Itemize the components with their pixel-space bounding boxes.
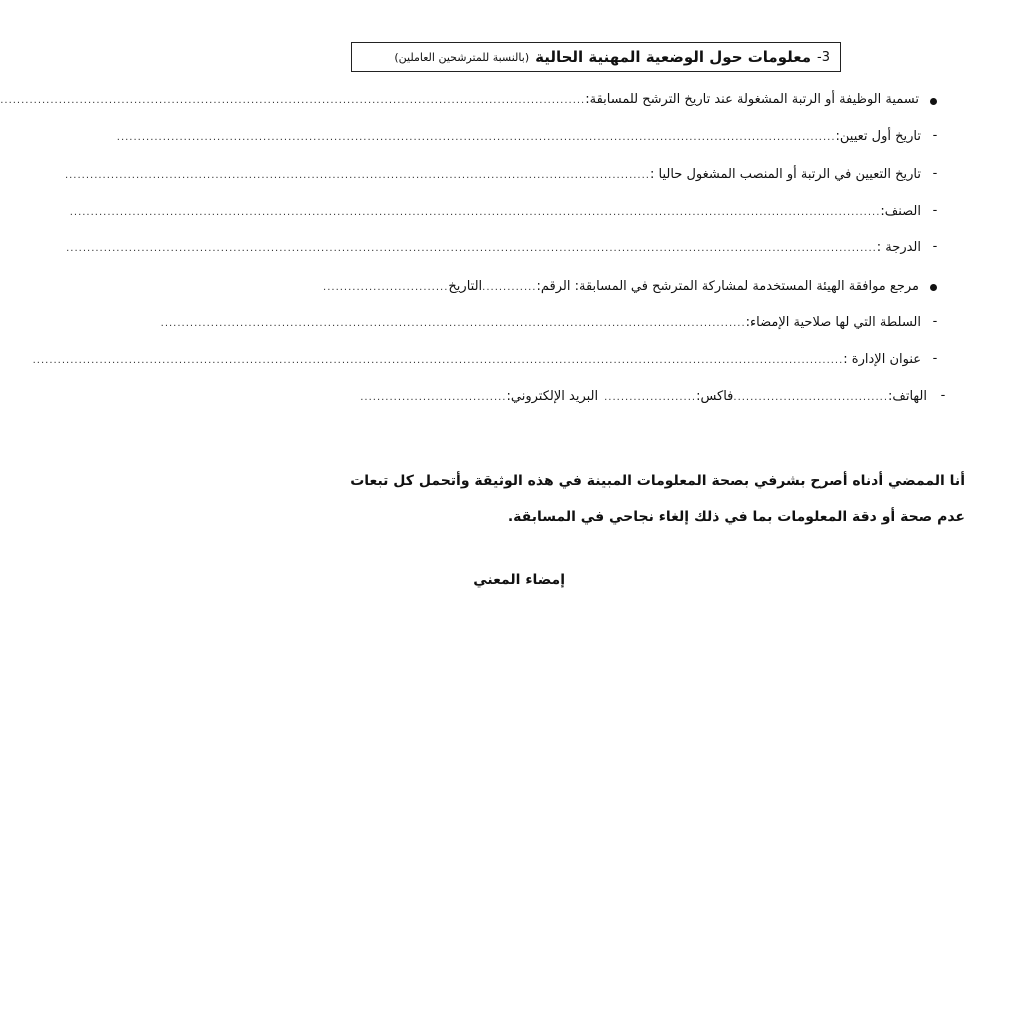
dash-marker: -	[932, 314, 938, 329]
field-label: التاريخ	[448, 279, 483, 294]
fill-line[interactable]: ..................................................................................................................................................................................................	[32, 355, 844, 366]
field-label: تاريخ التعيين في الرتبة أو المنصب المشغول حاليا :	[649, 167, 921, 182]
field-administration-address	[32, 352, 921, 367]
field-first-appointment-date	[116, 129, 921, 144]
section-number: 3-	[817, 49, 830, 65]
fill-line[interactable]: ..................................................................................................................................................................................................	[66, 243, 877, 254]
section-subtitle: (بالنسبة للمترشحين العاملين)	[394, 50, 530, 64]
declaration-line: عدم صحة أو دقة المعلومات بما في ذلك إلغاء نجاحي في المسابقة.	[507, 509, 965, 525]
dash-marker: -	[932, 351, 938, 366]
fill-line[interactable]: ............................................................................................................................................	[64, 170, 650, 181]
field-label: الهاتف:	[888, 389, 927, 404]
fill-line[interactable]: ............................................................................................................................................	[0, 95, 586, 106]
field-signing-authority	[160, 315, 921, 330]
field-employer-approval	[323, 279, 919, 294]
fill-line[interactable]: ............................................................................................................................................................................	[116, 132, 836, 143]
field-label: عنوان الإدارة :	[843, 352, 921, 367]
field-label: البريد الإلكتروني:	[506, 389, 599, 404]
field-label: الصنف:	[880, 204, 921, 219]
fill-line[interactable]: ..................................................................................................................................................................................................	[69, 207, 881, 218]
declaration	[345, 463, 965, 535]
declaration-line: أنا الممضي أدناه أصرح بشرفي بصحة المعلومات المبينة في هذه الوثيقة وأتحمل كل تبعات	[350, 473, 965, 489]
dash-marker: -	[932, 128, 938, 143]
dash-marker: -	[932, 239, 938, 254]
field-job-title	[0, 92, 919, 107]
field-label: فاكس:	[696, 389, 734, 404]
dash-marker: -	[932, 166, 938, 181]
bullet-marker	[923, 94, 943, 109]
dash-marker: -	[932, 203, 938, 218]
field-label: تاريخ أول تعيين:	[835, 129, 921, 144]
field-category	[69, 204, 921, 219]
field-label: الدرجة :	[876, 240, 921, 255]
section-title: معلومات حول الوضعية المهنية الحالية	[535, 48, 812, 66]
field-label: مرجع موافقة الهيئة المستخدمة لمشاركة المترشح في المسابقة: الرقم:	[536, 279, 919, 294]
field-label: تسمية الوظيفة أو الرتبة المشغولة عند تاريخ الترشح للمسابقة:	[585, 92, 919, 107]
field-current-appointment-date	[64, 167, 921, 182]
field-label: السلطة التي لها صلاحية الإمضاء:	[745, 315, 921, 330]
dash-marker: -	[940, 388, 946, 403]
field-contact	[360, 389, 927, 404]
fill-line[interactable]: .............	[482, 282, 537, 293]
fill-line[interactable]: ............................................................................................................................................	[160, 318, 746, 329]
field-grade	[66, 240, 921, 255]
fill-line[interactable]: ...................................	[360, 392, 507, 403]
fill-line[interactable]: ......................	[604, 392, 697, 403]
fill-line[interactable]: .....................................	[733, 392, 889, 403]
bullet-marker	[923, 280, 943, 295]
signature-label: إمضاء المعني	[473, 572, 565, 588]
section-header	[351, 42, 841, 72]
fill-line[interactable]: ..............................	[323, 282, 449, 293]
